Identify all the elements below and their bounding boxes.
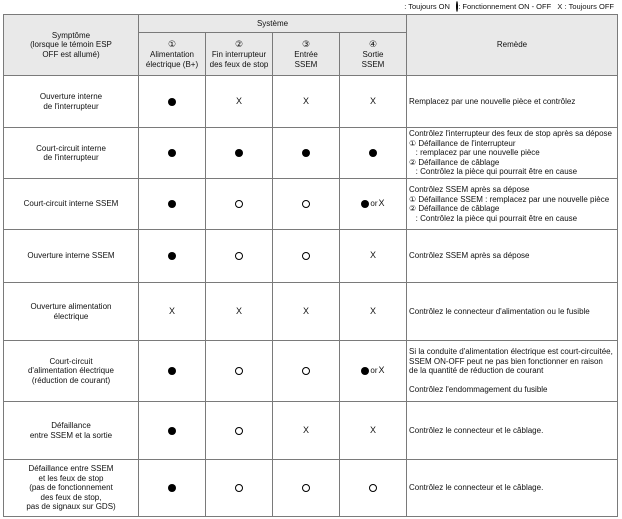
always-off-icon: X xyxy=(235,305,242,316)
status-cell xyxy=(139,402,206,460)
table-row xyxy=(4,179,618,230)
status-cell xyxy=(273,230,340,283)
symptom-cell: Ouverture alimentation électrique xyxy=(4,283,139,341)
status-cell xyxy=(139,76,206,128)
diagnostic-table xyxy=(3,14,618,517)
remedy-cell: Si la conduite d'alimentation électrique est court-circuitée, SSEM ON-OFF peut ne pas bien fonctionner en raison de la quantité de réduction de courant Contrôlez l'endommagement du fusible xyxy=(407,341,618,402)
remedy-cell: Contrôlez le connecteur d'alimentation ou le fusible xyxy=(407,283,618,341)
remedy-cell: Contrôlez l'interrupteur des feux de stop après sa dépose ① Défaillance de l'interrupteur : remplacez par une nouvelle pièce ② Défaillance de câblage : Contrôlez la pièce qui pourrait être en cause xyxy=(407,128,618,179)
symptom-cell: Court-circuit interne SSEM xyxy=(4,179,139,230)
always-off-icon: X xyxy=(369,95,376,106)
always-off-icon: X xyxy=(378,198,385,209)
status-cell xyxy=(139,128,206,179)
remedy-cell: Contrôlez le connecteur et le câblage. xyxy=(407,402,618,460)
symptom-cell: Court-circuit d'alimentation électrique (réduction de courant) xyxy=(4,341,139,402)
status-cell xyxy=(273,402,340,460)
remedy-header: Remède xyxy=(407,15,618,76)
or-label: or xyxy=(370,366,378,376)
always-off-symbol-icon: X xyxy=(557,2,563,11)
status-cell xyxy=(206,402,273,460)
always-on-icon xyxy=(168,367,176,375)
table-row xyxy=(4,341,618,402)
legend-on-off: : Fonctionnement ON - OFF xyxy=(458,2,552,11)
remedy-cell: Contrôlez SSEM après sa dépose xyxy=(407,230,618,283)
always-on-icon xyxy=(168,484,176,492)
symptom-cell: Ouverture interne SSEM xyxy=(4,230,139,283)
remedy-cell: Contrôlez SSEM après sa dépose ① Défaillance SSEM : remplacez par une nouvelle pièce ② Défaillance de câblage : Contrôlez la pièce qui pourrait être en cause xyxy=(407,179,618,230)
always-off-icon: X xyxy=(369,305,376,316)
status-cell xyxy=(206,283,273,341)
table-row xyxy=(4,128,618,179)
status-cell xyxy=(139,179,206,230)
always-off-icon: X xyxy=(369,250,376,261)
on-off-icon xyxy=(235,367,243,375)
symptom-header: Symptôme (lorsque le témoin ESP OFF est allumé) xyxy=(4,15,139,76)
on-off-icon xyxy=(302,484,310,492)
status-cell xyxy=(273,179,340,230)
always-off-icon: X xyxy=(378,365,385,376)
always-on-icon xyxy=(168,252,176,260)
status-cell xyxy=(340,179,407,230)
always-off-icon: X xyxy=(369,424,376,435)
column-header-ssem-output: ④ Sortie SSEM xyxy=(340,33,407,76)
legend xyxy=(404,2,614,12)
status-cell xyxy=(340,283,407,341)
always-off-icon: X xyxy=(235,95,242,106)
always-on-icon xyxy=(168,98,176,106)
system-header: Système xyxy=(139,15,407,33)
always-on-icon xyxy=(361,200,369,208)
on-off-icon xyxy=(235,200,243,208)
status-cell xyxy=(273,128,340,179)
always-on-icon xyxy=(168,200,176,208)
status-cell xyxy=(273,341,340,402)
on-off-icon xyxy=(235,427,243,435)
status-cell xyxy=(340,230,407,283)
status-cell xyxy=(206,76,273,128)
always-off-icon: X xyxy=(168,305,175,316)
status-cell xyxy=(206,460,273,517)
status-cell xyxy=(340,460,407,517)
always-off-icon: X xyxy=(302,95,309,106)
status-cell xyxy=(273,76,340,128)
remedy-cell: Remplacez par une nouvelle pièce et contrôlez xyxy=(407,76,618,128)
on-off-icon xyxy=(302,252,310,260)
table-row xyxy=(4,460,618,517)
always-on-icon xyxy=(369,149,377,157)
legend-always-on: : Toujours ON xyxy=(404,2,450,11)
symptom-cell: Court-circuit interne de l'interrupteur xyxy=(4,128,139,179)
status-cell xyxy=(139,341,206,402)
always-on-icon xyxy=(235,149,243,157)
column-header-stop-switch: ② Fin interrupteur des feux de stop xyxy=(206,33,273,76)
symptom-cell: Défaillance entre SSEM et la sortie xyxy=(4,402,139,460)
remedy-cell: Contrôlez le connecteur et le câblage. xyxy=(407,460,618,517)
status-cell xyxy=(206,341,273,402)
status-cell xyxy=(273,460,340,517)
symptom-cell: Ouverture interne de l'interrupteur xyxy=(4,76,139,128)
table-row xyxy=(4,76,618,128)
column-header-ssem-input: ③ Entrée SSEM xyxy=(273,33,340,76)
table-row xyxy=(4,402,618,460)
on-off-icon xyxy=(302,200,310,208)
always-off-icon: X xyxy=(302,424,309,435)
column-header-power: ① Alimentation électrique (B+) xyxy=(139,33,206,76)
on-off-icon xyxy=(235,252,243,260)
table-row xyxy=(4,283,618,341)
status-cell xyxy=(206,128,273,179)
always-on-icon xyxy=(168,149,176,157)
status-cell xyxy=(139,283,206,341)
status-cell xyxy=(206,179,273,230)
always-on-icon xyxy=(361,367,369,375)
status-cell xyxy=(139,460,206,517)
on-off-icon xyxy=(369,484,377,492)
status-cell xyxy=(139,230,206,283)
status-cell xyxy=(340,341,407,402)
always-off-icon: X xyxy=(302,305,309,316)
legend-always-off: : Toujours OFF xyxy=(564,2,614,11)
status-cell xyxy=(340,128,407,179)
or-label: or xyxy=(370,199,378,209)
table-row xyxy=(4,230,618,283)
status-cell xyxy=(273,283,340,341)
status-cell xyxy=(340,402,407,460)
symptom-cell: Défaillance entre SSEM et les feux de stop (pas de fonctionnement des feux de stop, pas de signaux sur GDS) xyxy=(4,460,139,517)
status-cell xyxy=(206,230,273,283)
always-on-icon xyxy=(302,149,310,157)
on-off-icon xyxy=(235,484,243,492)
on-off-icon xyxy=(302,367,310,375)
always-on-icon xyxy=(168,427,176,435)
status-cell xyxy=(340,76,407,128)
